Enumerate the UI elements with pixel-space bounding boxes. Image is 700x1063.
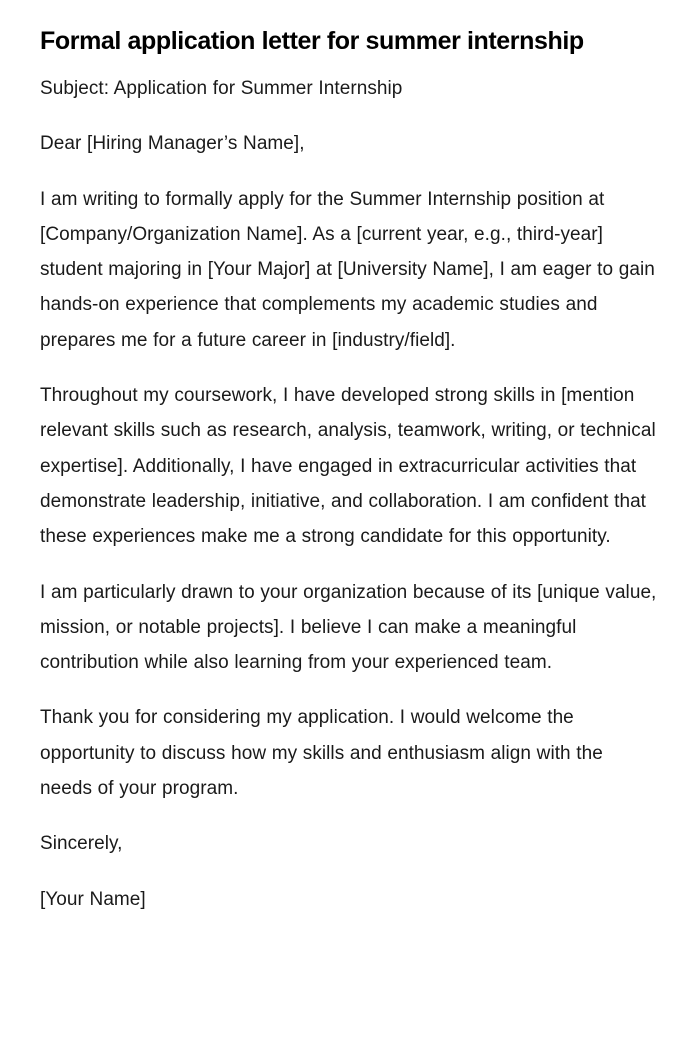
letter-closing: Sincerely, [40,833,123,855]
letter-paragraph-skills: Throughout my coursework, I have developed strong skills in [mention relevant skills such as research, analysis, teamwork, writing, or technical expertise]. Additionally, I have engaged in extracurricular activities that demonstrate leadership, initiative, and collaboration. I am confident that these experiences make me a strong candidate for this opportunity. [40,385,656,548]
letter-paragraph-thanks: Thank you for considering my application. I would welcome the opportunity to discuss how my skills and enthusiasm align with the needs of your program. [40,707,603,800]
letter-signature: [Your Name] [40,888,146,910]
letter-paragraph-motivation: I am particularly drawn to your organization because of its [unique value, mission, or notable projects]. I believe I can make a meaningful contribution while also learning from your experienced team. [40,581,657,674]
letter-subject: Subject: Application for Summer Internship [40,78,403,99]
letter-paragraph-intro: I am writing to formally apply for the Summer Internship position at [Company/Organization Name]. As a [current year, e.g., third-year] student majoring in [Your Major] at [University Name], I am eager to gain hands-on experience that complements my academic studies and prepares me for a future career in [industry/field]. [40,188,655,351]
letter-salutation: Dear [Hiring Manager’s Name], [40,133,305,155]
letter-title: Formal application letter for summer internship [40,27,584,55]
